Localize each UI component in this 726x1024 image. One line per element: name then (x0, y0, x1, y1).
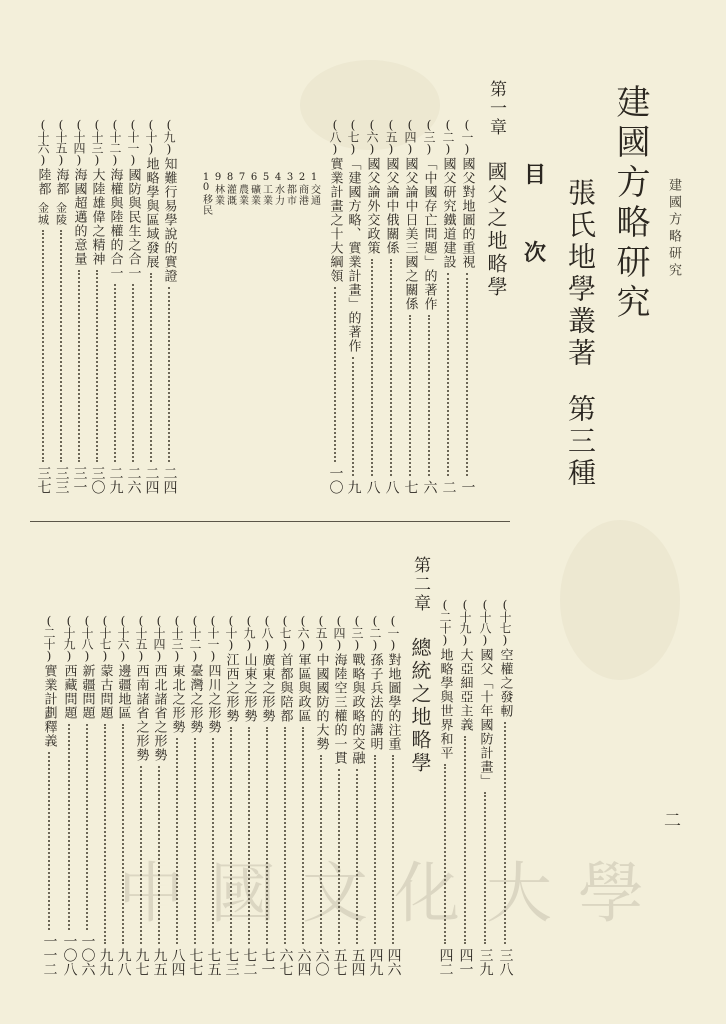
toc-entry-title: 實業計畫之十大綱領 (327, 157, 343, 283)
dot-leader (122, 724, 124, 944)
toc-entry[interactable] (88, 118, 106, 494)
toc-entry-index: (十五) (134, 614, 148, 662)
dot-leader (176, 738, 178, 944)
toc-entry[interactable] (458, 118, 476, 494)
toc-entry-page: 七 (402, 480, 419, 494)
toc-entry-page: 八四 (169, 948, 186, 976)
toc-entry[interactable] (248, 172, 260, 236)
toc-entry[interactable] (294, 614, 312, 976)
dot-leader (338, 769, 340, 944)
dot-leader (444, 764, 446, 944)
watermark: 中國文化大學 (118, 855, 670, 932)
toc-entry[interactable] (348, 614, 366, 976)
toc-entry-page: 七一 (259, 948, 276, 976)
toc-entry-index: (三) (422, 118, 436, 155)
toc-entry-page: 七二 (241, 948, 258, 976)
toc-entry[interactable] (420, 118, 438, 494)
toc-entry[interactable] (308, 172, 320, 236)
toc-entry[interactable] (168, 614, 186, 976)
toc-entry-title: 國父論中日美三國之關係 (402, 157, 418, 311)
dot-leader (284, 727, 286, 944)
toc-entry[interactable] (258, 614, 276, 976)
series-number: 第三種 (564, 394, 597, 490)
toc-entry[interactable] (363, 118, 381, 494)
toc-entry-page: 四六 (385, 948, 402, 976)
dot-leader (504, 722, 506, 944)
toc-entry-index: 8 (224, 172, 236, 182)
toc-entry[interactable] (224, 172, 236, 236)
toc-entry-index: (一) (386, 614, 400, 651)
toc-entry-title: 大亞細亞主義 (457, 648, 473, 732)
toc-entry[interactable] (284, 172, 296, 236)
toc-entry-title: 國父論外交政策 (364, 157, 380, 255)
toc-entry-title: 「中國存亡問題」的著作 (421, 157, 437, 311)
toc-entry-title: 商港 (296, 184, 308, 206)
toc-entry-page: 二四 (161, 466, 178, 494)
toc-entry-page: 四一 (457, 948, 474, 976)
toc-entry-index: 9 (212, 172, 224, 182)
toc-entry-page: 七七 (187, 948, 204, 976)
toc-entry-page: 四二 (437, 948, 454, 976)
toc-entry-title: 交通 (308, 184, 320, 206)
toc-entry-index: (二) (441, 118, 455, 155)
toc-entry[interactable] (160, 118, 178, 494)
toc-entry-index: (八) (260, 614, 274, 651)
toc-entry[interactable] (212, 172, 224, 236)
toc-entry-index: (十九) (62, 614, 76, 662)
toc-entry[interactable] (344, 118, 362, 494)
toc-entry-title: 國父研究鐵道建設 (440, 157, 456, 269)
toc-entry-index: (九) (242, 614, 256, 651)
dot-leader (42, 230, 44, 462)
toc-entry-index: 1 (308, 172, 320, 182)
toc-entry[interactable] (382, 118, 400, 494)
dot-leader (194, 738, 196, 944)
toc-entry[interactable] (132, 614, 150, 976)
toc-entry-page: 九八 (115, 948, 132, 976)
toc-entry-title: 農業 (236, 184, 248, 206)
toc-entry-index: (十六) (116, 614, 130, 662)
toc-entry-index: (三) (350, 614, 364, 651)
toc-entry-page: 五四 (349, 948, 366, 976)
dot-leader (447, 273, 449, 476)
toc-entry-title: 都市 (284, 184, 296, 206)
toc-entry-page: 六 (421, 480, 438, 494)
page-number: 二 (664, 811, 681, 831)
toc-entry[interactable] (60, 614, 78, 976)
toc-entry-page: 四九 (367, 948, 384, 976)
toc-entry-page: 八 (383, 480, 400, 494)
toc-entry-title: 軍區與政區 (295, 653, 311, 723)
dot-leader (140, 766, 142, 944)
contents-label-ci: 次 (524, 240, 547, 266)
toc-entry-page: 九九 (97, 948, 114, 976)
toc-entry-title: 戰略與政略的交融 (349, 653, 365, 765)
toc-entry-page: 一 (459, 480, 476, 494)
toc-entry-title: 礦業 (248, 184, 260, 206)
toc-entry-title: 國父「十年國防計畫」 (477, 648, 493, 788)
toc-entry-page: 九 (345, 480, 362, 494)
toc-entry-page: 七三 (223, 948, 240, 976)
toc-entry-title: 地略學與區域發展 (143, 157, 159, 269)
toc-entry[interactable] (276, 614, 294, 976)
toc-entry-page: 九五 (151, 948, 168, 976)
toc-entry-page: 七五 (205, 948, 222, 976)
toc-entry-title: 對地圖學的注重 (385, 653, 401, 751)
toc-entry-index: (八) (328, 118, 342, 155)
toc-entry-title: 西北諸省之形勢 (151, 664, 167, 762)
toc-entry-page: 三九 (477, 948, 494, 976)
toc-entry-page: 二九 (107, 466, 124, 494)
toc-entry-index: (十七) (98, 614, 112, 662)
toc-entry-index: (十三) (90, 118, 104, 166)
toc-entry[interactable] (96, 614, 114, 976)
toc-entry-index: (二) (368, 614, 382, 651)
toc-entry[interactable] (326, 118, 344, 494)
toc-entry-title: 孫子兵法的講明 (367, 653, 383, 751)
dot-leader (78, 270, 80, 462)
toc-entry-page: 九七 (133, 948, 150, 976)
toc-entry-index: (十) (144, 118, 158, 155)
toc-entry-title: 海都 (53, 168, 69, 196)
toc-entry-title: 移民 (200, 194, 212, 216)
section-divider (30, 521, 510, 522)
toc-entry-title: 實業計劃釋義 (41, 664, 57, 748)
toc-entry-index: 6 (248, 172, 260, 182)
toc-entry-title: 廣東之形勢 (259, 653, 275, 723)
toc-entry[interactable] (260, 172, 272, 236)
dot-leader (409, 315, 411, 476)
toc-entry-title: 新疆問題 (79, 664, 95, 720)
toc-entry[interactable] (200, 172, 212, 236)
toc-entry-title: 林業 (212, 184, 224, 206)
toc-entry-index: (十五) (54, 118, 68, 166)
toc-entry-index: (四) (332, 614, 346, 651)
toc-entry-page: 三三 (53, 466, 70, 494)
toc-entry-index: (十) (224, 614, 238, 651)
dot-leader (390, 259, 392, 476)
toc-entry-title: 知難行易學說的實證 (161, 157, 177, 283)
toc-entry-index: 3 (284, 172, 296, 182)
toc-entry[interactable] (401, 118, 419, 494)
toc-entry-index: 2 (296, 172, 308, 182)
dot-leader (352, 357, 354, 476)
toc-entry-page: 六七 (277, 948, 294, 976)
toc-entry-title: 灌溉 (224, 184, 236, 206)
dot-leader (392, 755, 394, 944)
dot-leader (150, 273, 152, 462)
toc-entry[interactable] (272, 172, 284, 236)
toc-entry-title: 江西之形勢 (223, 653, 239, 723)
toc-entry-index: 10 (200, 172, 212, 192)
toc-entry-index: (五) (314, 614, 328, 651)
toc-entry-page: 二六 (125, 466, 142, 494)
dot-leader (428, 315, 430, 476)
toc-entry[interactable] (204, 614, 222, 976)
toc-entry-title: 國防與民生之合一 (125, 168, 141, 280)
toc-entry-title: 東北之形勢 (169, 664, 185, 734)
dot-leader (114, 284, 116, 462)
toc-entry-index: 4 (272, 172, 284, 182)
toc-entry-index: (二十) (438, 598, 452, 646)
toc-entry[interactable] (476, 598, 494, 976)
toc-entry-title: 邊疆地區 (115, 664, 131, 720)
toc-entry[interactable] (186, 614, 204, 976)
dot-leader (230, 727, 232, 944)
toc-entry-index: (十三) (170, 614, 184, 662)
toc-entry-title: 「建國方略、實業計畫」的著作 (345, 157, 361, 353)
series-name: 張氏地學叢著 (564, 178, 597, 370)
toc-entry[interactable] (236, 172, 248, 236)
paper-stain (560, 520, 680, 680)
dot-leader (158, 766, 160, 944)
toc-entry-index: (十二) (188, 614, 202, 662)
running-header: 建國方略研究 (666, 178, 681, 280)
toc-entry-title: 臺灣之形勢 (187, 664, 203, 734)
toc-entry-index: (十二) (108, 118, 122, 166)
toc-entry-page: 五七 (331, 948, 348, 976)
toc-entry[interactable] (384, 614, 402, 976)
toc-entry-index: (九) (162, 118, 176, 155)
toc-entry-index: (十四) (72, 118, 86, 166)
toc-entry-title: 陸都 (35, 168, 51, 196)
toc-entry-page: 三〇 (89, 466, 106, 494)
toc-entry-page: 二四 (143, 466, 160, 494)
toc-entry-title: 大陸雄偉之精神 (89, 168, 105, 266)
chapter1-heading (482, 80, 511, 299)
toc-entry-title: 水力 (272, 184, 284, 206)
book-title: 建國方略研究 (610, 84, 650, 324)
toc-entry-title: 西南諸省之形勢 (133, 664, 149, 762)
toc-entry-index: (四) (403, 118, 417, 155)
toc-entry[interactable] (496, 598, 514, 976)
toc-entry-index: 5 (260, 172, 272, 182)
toc-entry-page: 一〇八 (61, 934, 78, 976)
toc-entry-index: (五) (384, 118, 398, 155)
chapter2-number: 第二章 (410, 556, 430, 613)
dot-leader (132, 284, 134, 462)
toc-entry-index: (六) (296, 614, 310, 651)
toc-entry-index: (十八) (478, 598, 492, 646)
toc-entry[interactable] (436, 598, 454, 976)
toc-entry[interactable] (40, 614, 58, 976)
toc-entry-page: 三八 (497, 948, 514, 976)
toc-entry-title: 海權與陸權的合一 (107, 168, 123, 280)
dot-leader (466, 273, 468, 476)
dot-leader (212, 738, 214, 944)
toc-entry-index: (十六) (36, 118, 50, 166)
dot-leader (334, 287, 336, 462)
toc-entry-page: 一一二 (41, 934, 58, 976)
toc-entry-title: 國父對地圖的重視 (459, 157, 475, 269)
dot-leader (168, 287, 170, 462)
dot-leader (484, 792, 486, 944)
toc-entry-title: 地略學與世界和平 (437, 648, 453, 760)
toc-entry-page: 一〇 (327, 466, 344, 494)
toc-entry[interactable] (456, 598, 474, 976)
dot-leader (266, 727, 268, 944)
chapter2-title: 總統之地略學 (408, 637, 432, 775)
chapter1-title: 國父之地略學 (484, 161, 508, 299)
toc-entry[interactable] (78, 614, 96, 976)
dot-leader (68, 724, 70, 930)
contents-label-mu: 目 (524, 162, 547, 188)
toc-entry-title: 工業 (260, 184, 272, 206)
toc-entry[interactable] (70, 118, 88, 494)
toc-entry[interactable] (34, 118, 52, 494)
toc-entry-subtitle: 金陵 (54, 202, 68, 226)
dot-leader (371, 259, 373, 476)
toc-entry-page: 八 (364, 480, 381, 494)
toc-entry-title: 四川之形勢 (205, 664, 221, 734)
toc-entry-title: 海陸空三權的一貫 (331, 653, 347, 765)
toc-entry-title: 西藏問題 (61, 664, 77, 720)
toc-entry-title: 山東之形勢 (241, 653, 257, 723)
toc-entry-page: 二 (440, 480, 457, 494)
toc-entry[interactable] (296, 172, 308, 236)
toc-entry-index: (七) (346, 118, 360, 155)
toc-entry[interactable] (312, 614, 330, 976)
dot-leader (320, 755, 322, 944)
toc-entry[interactable] (240, 614, 258, 976)
toc-entry-page: 三七 (35, 466, 52, 494)
toc-entry-index: (二十) (42, 614, 56, 662)
toc-entry[interactable] (222, 614, 240, 976)
toc-entry-subtitle: 金城 (36, 202, 50, 226)
dot-leader (464, 736, 466, 944)
toc-entry[interactable] (52, 118, 70, 494)
toc-entry-page: 三一 (71, 466, 88, 494)
toc-entry-index: (七) (278, 614, 292, 651)
toc-entry[interactable] (106, 118, 124, 494)
toc-entry[interactable] (114, 614, 132, 976)
toc-entry-page: 六四 (295, 948, 312, 976)
chapter2-heading (406, 556, 435, 775)
dot-leader (356, 769, 358, 944)
toc-entry-page: 一〇六 (79, 934, 96, 976)
toc-entry-title: 國父論中俄關係 (383, 157, 399, 255)
toc-entry-title: 海國超邁的意量 (71, 168, 87, 266)
dot-leader (104, 724, 106, 944)
toc-entry-title: 空權之發軔 (497, 648, 513, 718)
toc-entry-index: (一) (460, 118, 474, 155)
dot-leader (48, 752, 50, 930)
toc-entry[interactable] (439, 118, 457, 494)
toc-entry-index: (十一) (126, 118, 140, 166)
toc-entry-index: (十四) (152, 614, 166, 662)
toc-entry[interactable] (330, 614, 348, 976)
dot-leader (374, 755, 376, 944)
toc-entry-title: 蒙古問題 (97, 664, 113, 720)
toc-entry[interactable] (150, 614, 168, 976)
dot-leader (86, 724, 88, 930)
toc-entry-index: (十一) (206, 614, 220, 662)
toc-entry-index: (六) (365, 118, 379, 155)
dot-leader (60, 230, 62, 462)
toc-entry-title: 首都與陪都 (277, 653, 293, 723)
toc-entry-page: 六〇 (313, 948, 330, 976)
chapter1-number: 第一章 (486, 80, 506, 137)
toc-entry-index: (十九) (458, 598, 472, 646)
toc-entry[interactable] (142, 118, 160, 494)
toc-entry-index: (十八) (80, 614, 94, 662)
toc-entry[interactable] (124, 118, 142, 494)
toc-entry[interactable] (366, 614, 384, 976)
toc-entry-index: (十七) (498, 598, 512, 646)
toc-entry-title: 中國國防的大勢 (313, 653, 329, 751)
toc-entry-index: 7 (236, 172, 248, 182)
dot-leader (96, 270, 98, 462)
dot-leader (248, 727, 250, 944)
dot-leader (302, 727, 304, 944)
